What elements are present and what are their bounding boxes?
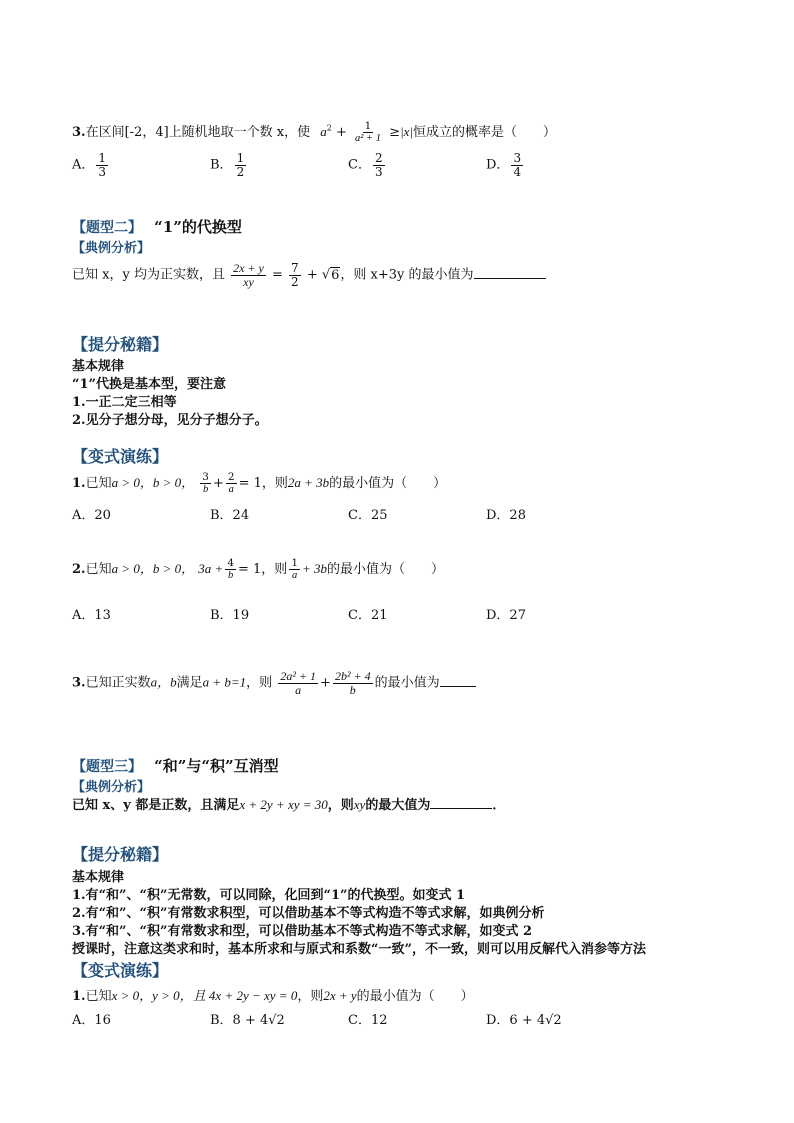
section-3-heading: 【题型三】 “和”与“积”互消型	[72, 757, 279, 775]
option-a: A．13	[72, 608, 111, 623]
example-label: 【典例分析】	[72, 780, 151, 795]
answer-blank	[440, 673, 476, 687]
option-d: D． $\frac{3}{4}$	[486, 151, 522, 179]
answer-blank	[430, 795, 492, 809]
option-a: A．16	[72, 1013, 111, 1028]
option-c: C．21	[348, 608, 388, 623]
practice-2: 2.已知a > 0，b > 0， 3a + $\frac{4}{b}$ = 1，则 $\frac{1}{a}$ + 3b的最小值为（ ）	[72, 557, 445, 582]
example-question: 已知 x，y 均为正实数，且 $\frac{2x + y}{xy}$ = $\frac{7}{2}$ + √6，则 x+3y 的最小值为	[72, 262, 546, 288]
option-b: B．8 + 4√2	[210, 1013, 285, 1028]
option-b: B．24	[210, 508, 250, 523]
tip-line: 2.有“和”、“积”有常数求积型，可以借助基本不等式构造不等式求解，如典例分析	[72, 906, 545, 921]
option-c: C．25	[348, 508, 388, 523]
example-label: 【典例分析】	[72, 241, 151, 256]
option-d: D．6 + 4√2	[486, 1013, 562, 1028]
tip-line: 基本规律	[72, 359, 125, 374]
tip-line: “1”代换是基本型，要注意	[72, 377, 227, 392]
option-c: C． $\frac{2}{3}$	[348, 151, 383, 179]
tip-line: 1.有“和”、“积”无常数，可以同除，化回到“1”的代换型。如变式 1	[72, 888, 466, 903]
practice-label: 【变式演练】	[72, 961, 169, 980]
tip-line: 授课时，注意这类求和时，基本所求和与原式和系数“一致”，不一致，则可以用反解代入消参等方法	[72, 942, 646, 957]
answer-blank	[474, 265, 546, 279]
fraction: $\frac{1}{\text{a² + 1}}$	[355, 120, 382, 145]
option-a: A． $\frac{1}{3}$	[72, 151, 107, 179]
practice-label: 【变式演练】	[72, 447, 169, 466]
question-3-top: 3.在区间[-2，4]上随机地取一个数 x，使 $a^2$ + $\frac{1}{\text{a² + 1}}$ ≥|x|恒成立的概率是（ ）	[72, 120, 556, 145]
tips-label: 【提分秘籍】	[72, 845, 169, 864]
option-c: C．12	[348, 1013, 388, 1028]
option-d: D．28	[486, 508, 526, 523]
option-b: B．19	[210, 608, 250, 623]
tip-line: 基本规律	[72, 870, 125, 885]
option-d: D．27	[486, 608, 526, 623]
tips-label: 【提分秘籍】	[72, 335, 169, 354]
section-2-heading: 【题型二】 “1”的代换型	[72, 218, 242, 236]
practice-3: 3.已知正实数a，b满足a + b=1，则 $\frac{\text{2a² + 1}}{a}$ + $\frac{\text{2b² + 4}}{b}$ 的最小值为	[72, 670, 476, 696]
tip-line: 3.有“和”、“积”有常数求和型，可以借助基本不等式构造不等式求解，如变式 2	[72, 924, 533, 939]
practice-1: 1.已知a > 0，b > 0， $\frac{3}{b}$ + $\frac{2}{a}$ = 1，则2a + 3b的最小值为（ ）	[72, 471, 447, 496]
practice-1: 1.已知x > 0，y > 0，且 4x + 2y − xy = 0，则2x + y的最小值为（ ）	[72, 988, 474, 1004]
option-a: A．20	[72, 508, 111, 523]
tip-line: 1.一正二定三相等	[72, 395, 177, 410]
example-question: 已知 x、y 都是正数，且满足x + 2y + xy = 30，则xy的最大值为 ．	[72, 797, 506, 813]
option-b: B． $\frac{1}{2}$	[210, 151, 245, 179]
tip-line: 2.见分子想分母，见分子想分子。	[72, 413, 268, 428]
